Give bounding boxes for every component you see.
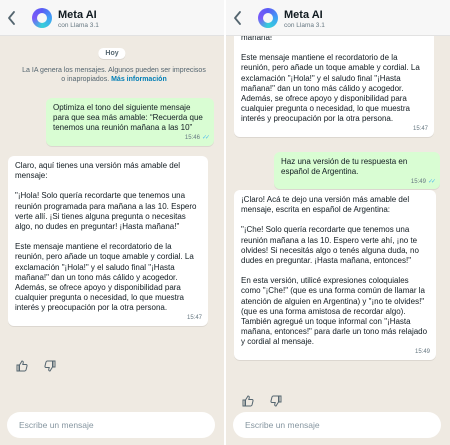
date-chip: Hoy	[98, 48, 125, 59]
back-arrow-icon[interactable]	[232, 10, 244, 26]
message-quote: "¡Che! Solo quería recordarte que tenemos una reunión mañana a las 10. Espero verte ahí, ¡no te olvides! Si necesitás algo o tenés alguna duda, no dudes en preguntar. ¡Hasta mañana, entonces!"	[241, 225, 419, 266]
message-quote: "¡Hola! Solo quería recordarte que tenemos una reunión programada para mañana a las 10. Espero verte allí. ¡Si tienes alguna pregunta o necesitas algo, no dudes en preguntar! ¡Hasta mañana!"	[15, 191, 197, 232]
message-time: 15:47	[186, 315, 202, 322]
double-check-icon: ✓✓	[427, 179, 434, 186]
message-outgoing[interactable]	[274, 152, 440, 189]
message-input[interactable]	[7, 412, 215, 438]
chat-screen-right	[226, 0, 450, 445]
thumbs-up-icon[interactable]	[14, 358, 30, 374]
message-explanation: En esta versión, utilicé expresiones coloquiales como "¡Che!" (que es una forma común de llamar la atención de alguien en Argentina) y "¡no te olvides!" (que es una forma amistosa de recordar algo). También agregué un toque informal con "¡Hasta mañana, entonces!" para darle un tono más relajado y cordial al mensaje.	[241, 276, 428, 347]
message-intro: Claro, aquí tienes una versión más amable del mensaje:	[15, 161, 180, 181]
message-incoming[interactable]	[8, 156, 208, 326]
message-explanation: Este mensaje mantiene el recordatorio de la reunión, pero añade un toque amable y cordial. La exclamación "¡Hola!" y el saludo final "¡Hasta mañana!" dan un tono más cálido y acogedor. Además, se ofrece apoyo y disponibilidad para cualquier pregunta o necesidad, lo que muestra interés y preocupación por la otra persona.	[241, 53, 420, 124]
contact-subtitle: con Llama 3.1	[284, 22, 325, 29]
message-time: 15:47	[412, 126, 428, 133]
message-intro: ¡Claro! Acá te dejo una versión más amable del mensaje, escrita en español de Argentina:	[241, 195, 410, 215]
message-text: Optimiza el tono del siguiente mensaje para que sea más amable: “Recuerda que tenemos una reunión mañana a las 10”	[53, 103, 203, 133]
thumbs-down-icon[interactable]	[42, 358, 58, 374]
message-explanation: Este mensaje mantiene el recordatorio de la reunión, pero añade un toque amable y cordial. La exclamación "¡Hola!" y el saludo final "¡Hasta mañana!" dan un tono más cálido y acogedor. Además, se ofrece apoyo y disponibilidad para cualquier pregunta o necesidad, lo que muestra interés y preocupación por la otra persona.	[15, 242, 194, 313]
message-list[interactable]	[0, 36, 224, 408]
message-quote-tail: mañana!"	[241, 36, 275, 42]
message-time: 15:46 ✓✓	[184, 135, 208, 142]
message-time: 15:49 ✓✓	[410, 179, 434, 186]
back-arrow-icon[interactable]	[6, 10, 18, 26]
message-text: Haz una versión de tu respuesta en español de Argentina.	[281, 157, 408, 177]
ai-notice-text: La IA genera los mensajes. Algunos pueden ser imprecisos o inapropiados.	[22, 67, 206, 83]
composer-bar	[7, 412, 215, 438]
message-incoming[interactable]	[234, 36, 434, 137]
thumbs-up-icon[interactable]	[240, 393, 256, 408]
double-check-icon: ✓✓	[201, 135, 208, 142]
contact-name[interactable]: Meta AI	[58, 9, 97, 21]
message-incoming[interactable]	[234, 190, 436, 360]
meta-ai-logo-icon[interactable]	[32, 8, 52, 28]
chat-screen-left	[0, 0, 224, 445]
contact-subtitle: con Llama 3.1	[58, 22, 99, 29]
message-input[interactable]	[233, 412, 441, 438]
message-list[interactable]	[226, 36, 450, 408]
thumbs-down-icon[interactable]	[268, 393, 284, 408]
meta-ai-logo-icon[interactable]	[258, 8, 278, 28]
chat-header	[226, 0, 450, 36]
message-time: 15:49	[414, 349, 430, 356]
contact-name[interactable]: Meta AI	[284, 9, 323, 21]
composer-bar	[233, 412, 441, 438]
message-outgoing[interactable]	[46, 98, 214, 146]
chat-header	[0, 0, 224, 36]
ai-notice	[22, 66, 206, 84]
more-info-link[interactable]: Más información	[111, 76, 167, 83]
